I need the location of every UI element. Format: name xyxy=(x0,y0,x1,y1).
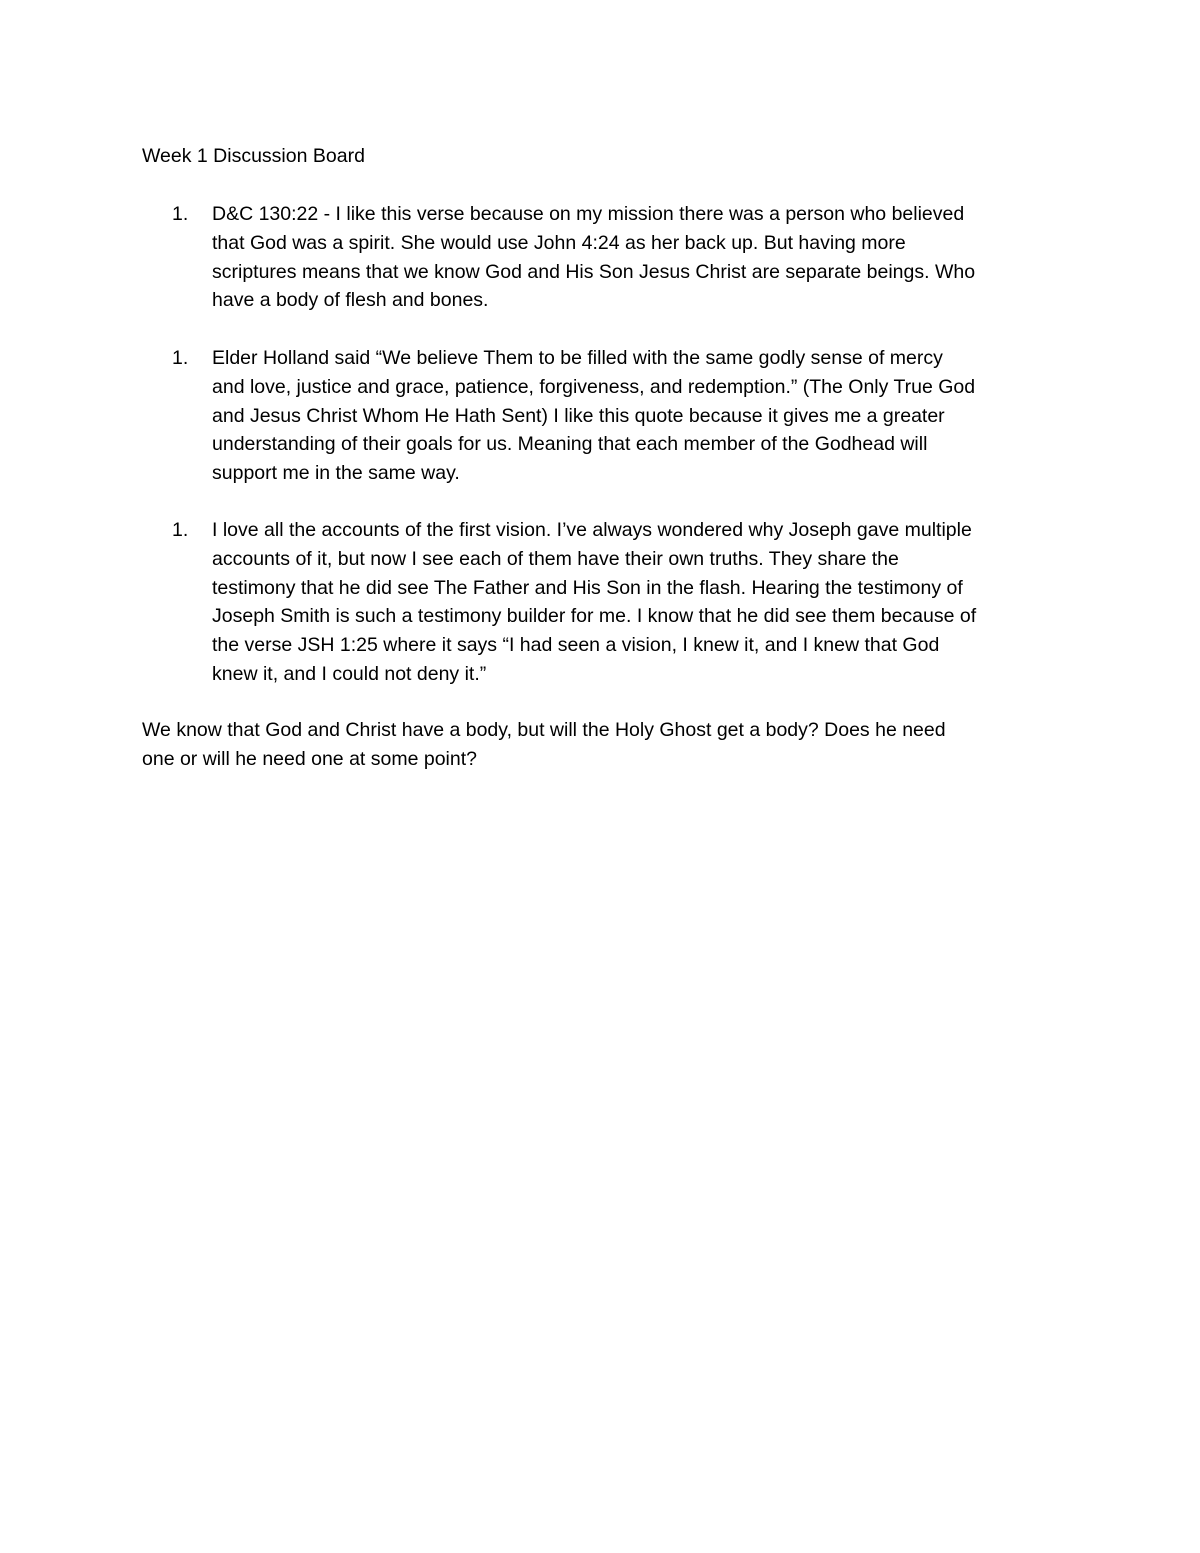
text-line: support me in the same way. xyxy=(212,462,460,485)
list-item-text xyxy=(212,516,1062,689)
text-line: knew it, and I could not deny it.” xyxy=(212,662,487,685)
text-line: and Jesus Christ Whom He Hath Sent) I like this quote because it gives me a greater xyxy=(212,404,945,427)
text-line: that God was a spirit. She would use John 4:24 as her back up. But having more xyxy=(212,231,906,254)
list-item xyxy=(172,200,1062,315)
text-line: We know that God and Christ have a body, but will the Holy Ghost get a body? Does he need xyxy=(142,719,946,741)
list-item-text xyxy=(212,344,1062,488)
text-line: Joseph Smith is such a testimony builder for me. I know that he did see them because of xyxy=(212,605,977,628)
text-line: D&C 130:22 - I like this verse because on my mission there was a person who believed xyxy=(212,203,965,225)
text-line: have a body of flesh and bones. xyxy=(212,289,489,312)
list-item-number: 1. xyxy=(172,519,189,541)
list-item-text xyxy=(212,200,1062,315)
list-item-number: 1. xyxy=(172,203,189,225)
list-item xyxy=(172,344,1062,488)
text-line: Elder Holland said “We believe Them to be filled with the same godly sense of mercy xyxy=(212,347,943,369)
list-item xyxy=(172,516,1062,689)
list-item-number: 1. xyxy=(172,347,189,369)
text-line: understanding of their goals for us. Meaning that each member of the Godhead will xyxy=(212,433,928,456)
text-line: and love, justice and grace, patience, forgiveness, and redemption.” (The Only True God xyxy=(212,375,976,398)
text-line: accounts of it, but now I see each of them have their own truths. They share the xyxy=(212,547,899,570)
text-line: scriptures means that we know God and His Son Jesus Christ are separate beings. Who xyxy=(212,260,976,283)
document-title: Week 1 Discussion Board xyxy=(142,145,365,167)
text-line: one or will he need one at some point? xyxy=(142,747,477,770)
text-line: the verse JSH 1:25 where it says “I had seen a vision, I knew it, and I knew that God xyxy=(212,634,940,657)
text-line: testimony that he did see The Father and His Son in the flash. Hearing the testimony of xyxy=(212,576,963,599)
closing-question xyxy=(142,716,1062,774)
text-line: I love all the accounts of the first vision. I’ve always wondered why Joseph gave multiple xyxy=(212,519,972,541)
